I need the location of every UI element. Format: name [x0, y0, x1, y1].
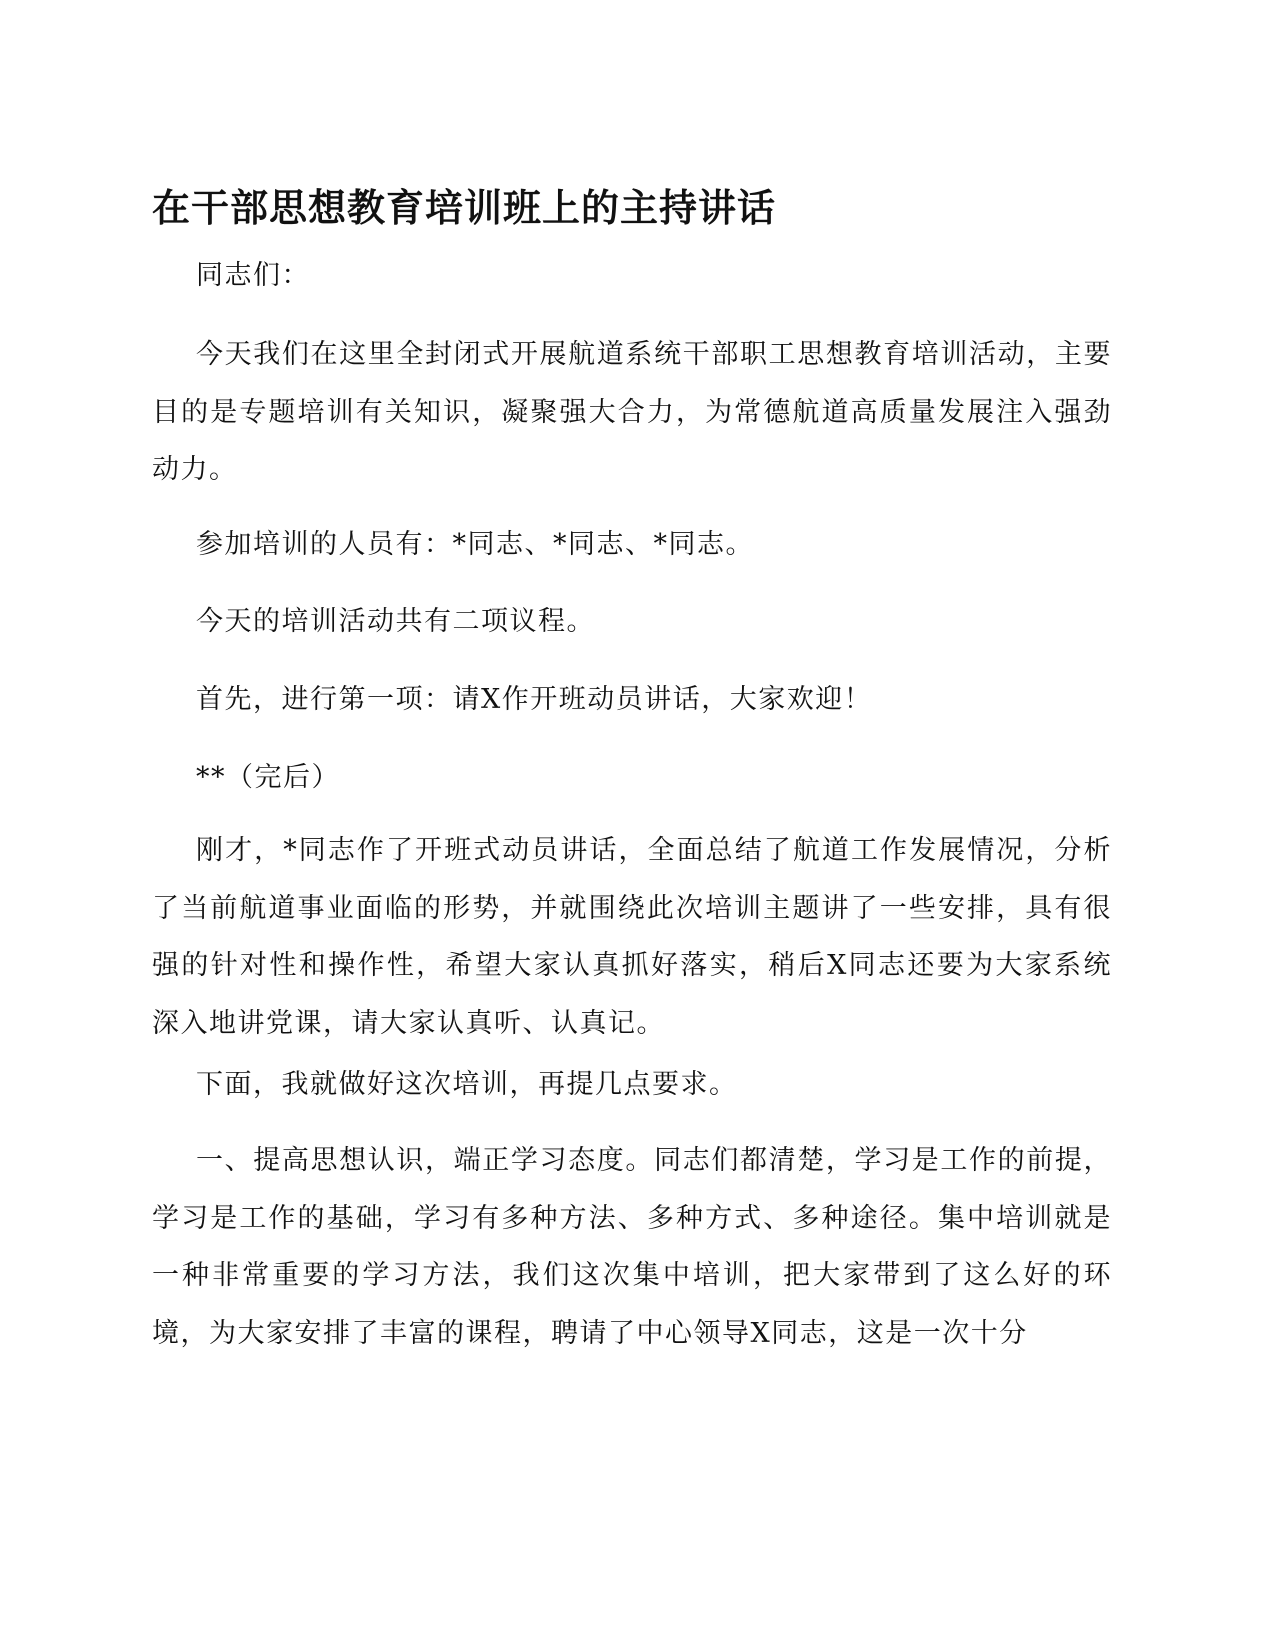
- body-paragraph: 一、提高思想认识，端正学习态度。同志们都清楚，学习是工作的前提，学习是工作的基础，学习有多种方法、多种方式、多种途径。集中培训就是一种非常重要的学习方法，我们这次集中培训，把大家带到了这么好的环境，为大家安排了丰富的课程，聘请了中心领导X同志，这是一次十分: [152, 1145, 1112, 1349]
- document-title: 在干部思想教育培训班上的主持讲话: [152, 186, 777, 230]
- body-paragraph: 今天的培训活动共有二项议程。: [196, 606, 595, 637]
- body-paragraph: 参加培训的人员有：*同志、*同志、*同志。: [196, 529, 754, 560]
- body-paragraph: 今天我们在这里全封闭式开展航道系统干部职工思想教育培训活动，主要目的是专题培训有关知识，凝聚强大合力，为常德航道高质量发展注入强劲动力。: [152, 339, 1112, 485]
- body-paragraph: **（完后）: [196, 762, 340, 793]
- salutation-paragraph: 同志们：: [196, 260, 310, 291]
- body-paragraph: 首先，进行第一项：请X作开班动员讲话，大家欢迎！: [196, 684, 873, 715]
- body-paragraph: 下面，我就做好这次培训，再提几点要求。: [196, 1069, 738, 1100]
- body-paragraph: 刚才，*同志作了开班式动员讲话，全面总结了航道工作发展情况，分析了当前航道事业面临的形势，并就围绕此次培训主题讲了一些安排，具有很强的针对性和操作性，希望大家认真抓好落实，稍后X同志还要为大家系统深入地讲党课，请大家认真听、认真记。: [152, 835, 1112, 1039]
